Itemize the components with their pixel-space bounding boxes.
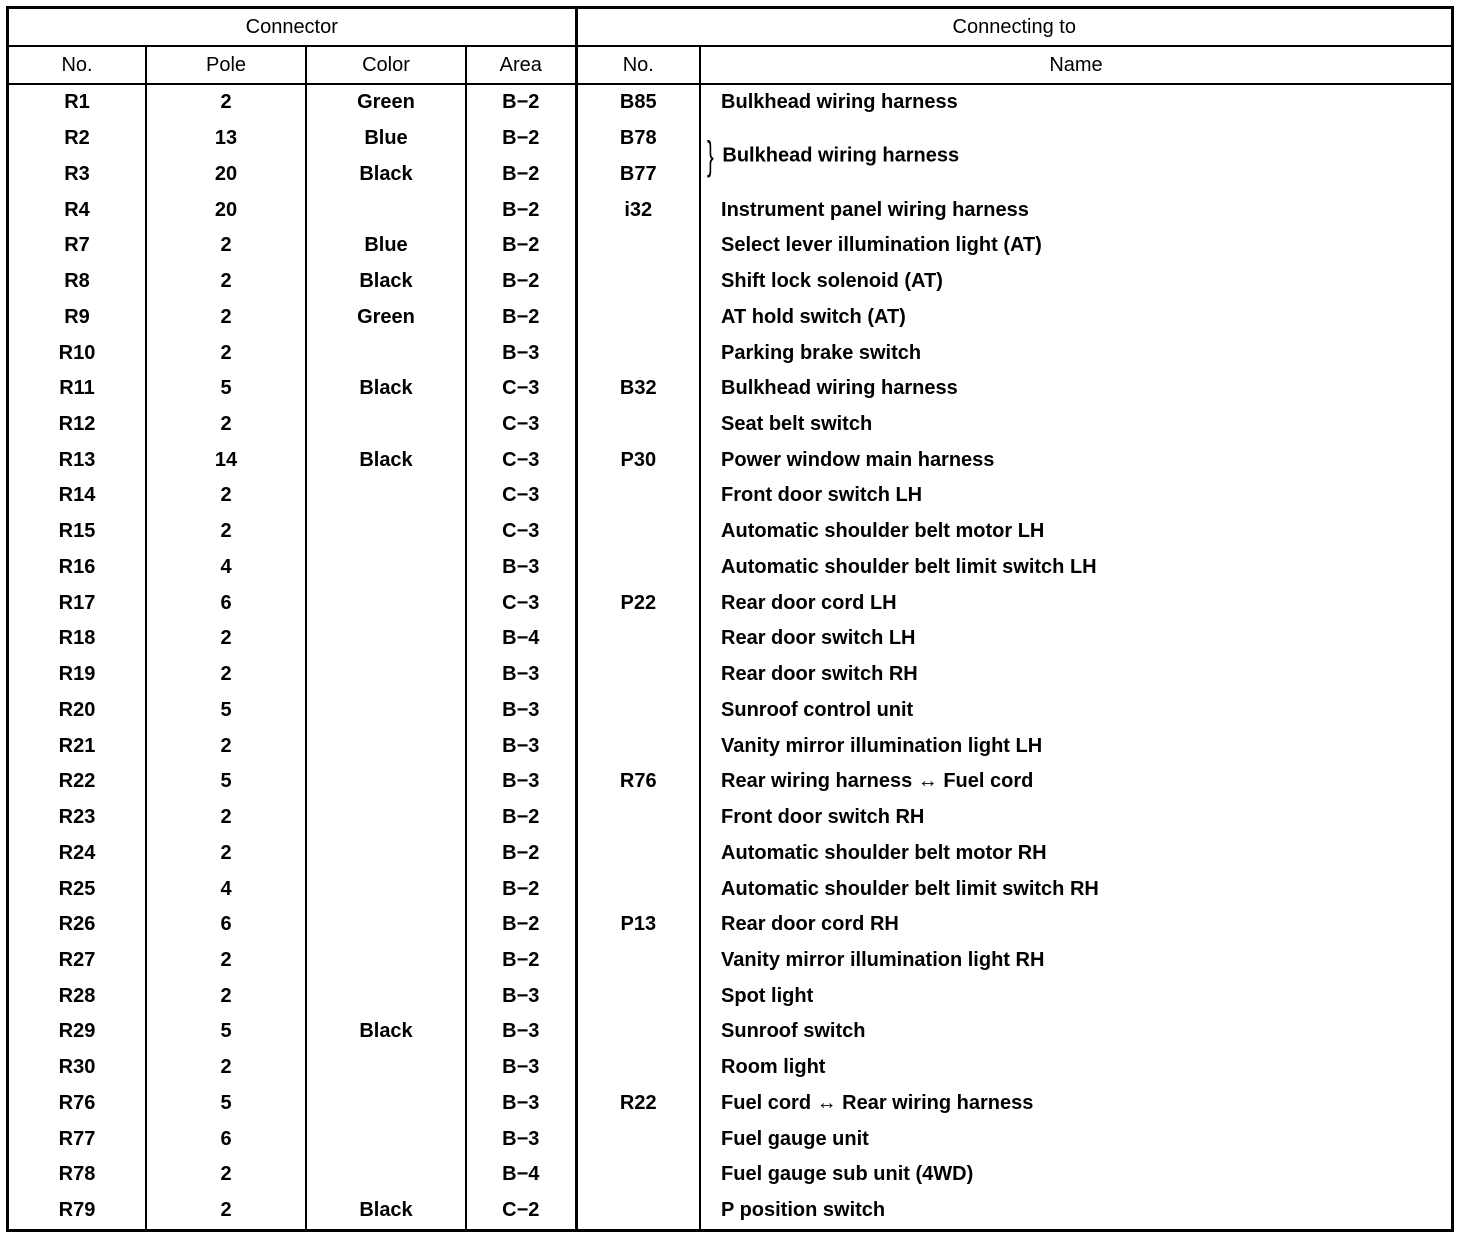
cell-area: B−3 bbox=[466, 657, 576, 693]
cell-color bbox=[306, 192, 466, 228]
cell-pole: 2 bbox=[146, 657, 306, 693]
cell-no: R28 bbox=[58, 984, 96, 1007]
table-row bbox=[9, 1121, 1451, 1157]
table-row bbox=[9, 121, 1451, 157]
cell-no: R20 bbox=[58, 698, 96, 721]
table-row bbox=[9, 228, 1451, 264]
cell-area: B−2 bbox=[466, 192, 576, 228]
cell-name: Power window main harness bbox=[700, 442, 1451, 478]
cell-pole: 2 bbox=[146, 264, 306, 300]
column-header-row bbox=[9, 46, 1451, 84]
cell-color: Black bbox=[306, 371, 466, 407]
cell-to-no bbox=[576, 835, 700, 871]
cell-no: R3 bbox=[64, 162, 90, 185]
cell-to-no: P13 bbox=[576, 907, 700, 943]
cell-color bbox=[306, 550, 466, 586]
table-row bbox=[9, 514, 1451, 550]
cell-no: R78 bbox=[58, 1163, 96, 1186]
cell-pole: 2 bbox=[146, 407, 306, 443]
cell-pole: 5 bbox=[146, 693, 306, 729]
cell-pole: 2 bbox=[146, 1193, 306, 1229]
cell-name: Rear door switch LH bbox=[700, 621, 1451, 657]
cell-pole: 2 bbox=[146, 228, 306, 264]
table-row bbox=[9, 335, 1451, 371]
cell-pole: 2 bbox=[146, 835, 306, 871]
cell-area: C−3 bbox=[466, 371, 576, 407]
col-header-pole: Pole bbox=[146, 46, 306, 84]
cell-area: B−3 bbox=[466, 728, 576, 764]
cell-to-no bbox=[576, 693, 700, 729]
table-row bbox=[9, 442, 1451, 478]
cell-no: R26 bbox=[58, 913, 96, 936]
cell-area: B−2 bbox=[466, 835, 576, 871]
table-row bbox=[9, 907, 1451, 943]
cell-no: R16 bbox=[58, 555, 96, 578]
cell-no: R23 bbox=[58, 806, 96, 829]
cell-no: R25 bbox=[58, 877, 96, 900]
cell-no: R29 bbox=[58, 1020, 96, 1043]
cell-name: Bulkhead wiring harness bbox=[700, 84, 1451, 121]
cell-pole: 13 bbox=[146, 121, 306, 157]
cell-pole: 20 bbox=[146, 156, 306, 192]
cell-pole: 5 bbox=[146, 371, 306, 407]
cell-no: R77 bbox=[58, 1127, 96, 1150]
cell-name: Fuel gauge sub unit (4WD) bbox=[700, 1157, 1451, 1193]
cell-name bbox=[700, 121, 1451, 192]
cell-name: Sunroof control unit bbox=[700, 693, 1451, 729]
cell-no: R12 bbox=[58, 412, 96, 435]
cell-to-no: R76 bbox=[576, 764, 700, 800]
cell-area: B−2 bbox=[466, 264, 576, 300]
table-row bbox=[9, 299, 1451, 335]
cell-area: B−2 bbox=[466, 800, 576, 836]
cell-no: R11 bbox=[59, 377, 95, 400]
cell-name: Bulkhead wiring harness bbox=[700, 371, 1451, 407]
cell-no: R17 bbox=[58, 591, 96, 614]
cell-pole: 6 bbox=[146, 585, 306, 621]
cell-name: Automatic shoulder belt motor RH bbox=[700, 835, 1451, 871]
cell-no: R15 bbox=[58, 520, 96, 543]
cell-color: Black bbox=[306, 1014, 466, 1050]
cell-no: R8 bbox=[64, 270, 90, 293]
cell-area: B−2 bbox=[466, 943, 576, 979]
cell-area: B−4 bbox=[466, 1157, 576, 1193]
table-row bbox=[9, 1014, 1451, 1050]
cell-pole: 2 bbox=[146, 84, 306, 121]
col-header-to-no: No. bbox=[576, 46, 700, 84]
cell-name: Rear door cord RH bbox=[700, 907, 1451, 943]
connecting-to-group-header: Connecting to bbox=[576, 9, 1451, 46]
cell-color: Blue bbox=[306, 121, 466, 157]
cell-no: R4 bbox=[64, 198, 90, 221]
cell-area: C−3 bbox=[466, 585, 576, 621]
cell-area: B−3 bbox=[466, 693, 576, 729]
brace-group-icon: } bbox=[707, 134, 714, 179]
cell-to-no: B78 bbox=[576, 121, 700, 157]
cell-pole: 2 bbox=[146, 514, 306, 550]
cell-pole: 2 bbox=[146, 478, 306, 514]
cell-name: Automatic shoulder belt limit switch RH bbox=[700, 871, 1451, 907]
table-row bbox=[9, 1157, 1451, 1193]
table-row bbox=[9, 943, 1451, 979]
table-row bbox=[9, 585, 1451, 621]
cell-no: R22 bbox=[58, 770, 96, 793]
cell-to-no bbox=[576, 478, 700, 514]
cell-to-no bbox=[576, 728, 700, 764]
cell-name: Parking brake switch bbox=[700, 335, 1451, 371]
cell-to-no bbox=[576, 1121, 700, 1157]
cell-to-no: B85 bbox=[576, 84, 700, 121]
cell-pole: 4 bbox=[146, 871, 306, 907]
cell-name: Automatic shoulder belt motor LH bbox=[700, 514, 1451, 550]
cell-color bbox=[306, 907, 466, 943]
table-row bbox=[9, 264, 1451, 300]
cell-color bbox=[306, 835, 466, 871]
merged-name-label: Bulkhead wiring harness bbox=[722, 144, 960, 167]
cell-pole: 2 bbox=[146, 621, 306, 657]
cell-to-no bbox=[576, 621, 700, 657]
table-row bbox=[9, 728, 1451, 764]
cell-name: Seat belt switch bbox=[700, 407, 1451, 443]
cell-name: P position switch bbox=[700, 1193, 1451, 1229]
table-row bbox=[9, 478, 1451, 514]
table-row bbox=[9, 835, 1451, 871]
cell-color bbox=[306, 335, 466, 371]
cell-name: Fuel gauge unit bbox=[700, 1121, 1451, 1157]
cell-area: B−2 bbox=[466, 156, 576, 192]
cell-no: R27 bbox=[58, 949, 96, 971]
cell-area: B−4 bbox=[466, 621, 576, 657]
cell-color bbox=[306, 764, 466, 800]
table-row bbox=[9, 1193, 1451, 1229]
cell-no: R7 bbox=[64, 234, 90, 257]
cell-color bbox=[306, 407, 466, 443]
cell-color bbox=[306, 871, 466, 907]
cell-pole: 2 bbox=[146, 978, 306, 1014]
cell-name: Spot light bbox=[700, 978, 1451, 1014]
col-header-area: Area bbox=[466, 46, 576, 84]
cell-name: Instrument panel wiring harness bbox=[700, 192, 1451, 228]
cell-color: Black bbox=[306, 1193, 466, 1229]
cell-to-no bbox=[576, 1157, 700, 1193]
cell-name: Automatic shoulder belt limit switch LH bbox=[700, 550, 1451, 586]
table-row bbox=[9, 407, 1451, 443]
cell-to-no: B32 bbox=[576, 371, 700, 407]
cell-area: B−2 bbox=[466, 84, 576, 121]
cell-color bbox=[306, 693, 466, 729]
cell-name: Rear wiring harness ↔ Fuel cord bbox=[700, 764, 1451, 800]
table-row bbox=[9, 800, 1451, 836]
cell-area: B−2 bbox=[466, 871, 576, 907]
cell-color: Black bbox=[306, 264, 466, 300]
cell-color bbox=[306, 1157, 466, 1193]
cell-to-no: P30 bbox=[576, 442, 700, 478]
cell-color bbox=[306, 657, 466, 693]
table-row bbox=[9, 371, 1451, 407]
connector-list-table bbox=[9, 9, 1451, 1229]
cell-area: C−3 bbox=[466, 514, 576, 550]
cell-name: Front door switch LH bbox=[700, 478, 1451, 514]
cell-pole: 2 bbox=[146, 299, 306, 335]
cell-pole: 6 bbox=[146, 1121, 306, 1157]
cell-name: Fuel cord ↔ Rear wiring harness bbox=[700, 1086, 1451, 1122]
cell-to-no: i32 bbox=[576, 192, 700, 228]
cell-no: R76 bbox=[58, 1091, 96, 1114]
cell-to-no bbox=[576, 943, 700, 979]
cell-color bbox=[306, 621, 466, 657]
cell-no: R24 bbox=[58, 841, 96, 864]
cell-no: R79 bbox=[58, 1199, 96, 1222]
cell-to-no bbox=[576, 978, 700, 1014]
cell-area: C−3 bbox=[466, 478, 576, 514]
cell-pole: 20 bbox=[146, 192, 306, 228]
table-row bbox=[9, 1050, 1451, 1086]
cell-area: B−2 bbox=[466, 299, 576, 335]
cell-name: AT hold switch (AT) bbox=[700, 299, 1451, 335]
connector-table bbox=[6, 6, 1454, 1232]
cell-color: Black bbox=[306, 442, 466, 478]
cell-no: R10 bbox=[58, 341, 96, 364]
cell-color bbox=[306, 478, 466, 514]
table-body bbox=[9, 84, 1451, 1229]
cell-name: Rear door switch RH bbox=[700, 657, 1451, 693]
cell-name: Select lever illumination light (AT) bbox=[700, 228, 1451, 264]
cell-name: Sunroof switch bbox=[700, 1014, 1451, 1050]
group-header-row bbox=[9, 9, 1451, 46]
cell-area: C−2 bbox=[466, 1193, 576, 1229]
cell-no: R21 bbox=[58, 734, 96, 757]
cell-pole: 5 bbox=[146, 764, 306, 800]
table-row bbox=[9, 84, 1451, 121]
cell-to-no bbox=[576, 228, 700, 264]
cell-to-no: B77 bbox=[576, 156, 700, 192]
cell-no: R9 bbox=[64, 305, 90, 328]
cell-area: B−3 bbox=[466, 978, 576, 1014]
col-header-name: Name bbox=[700, 46, 1451, 84]
cell-pole: 2 bbox=[146, 943, 306, 979]
cell-area: B−2 bbox=[466, 228, 576, 264]
cell-to-no bbox=[576, 264, 700, 300]
cell-pole: 4 bbox=[146, 550, 306, 586]
cell-to-no bbox=[576, 1193, 700, 1229]
cell-area: B−3 bbox=[466, 764, 576, 800]
cell-area: B−3 bbox=[466, 1086, 576, 1122]
cell-to-no: P22 bbox=[576, 585, 700, 621]
cell-to-no bbox=[576, 407, 700, 443]
cell-to-no bbox=[576, 1050, 700, 1086]
cell-area: B−3 bbox=[466, 1121, 576, 1157]
cell-pole: 2 bbox=[146, 335, 306, 371]
cell-no: R18 bbox=[58, 627, 96, 650]
cell-name: Vanity mirror illumination light LH bbox=[700, 728, 1451, 764]
cell-name: Shift lock solenoid (AT) bbox=[700, 264, 1451, 300]
cell-color: Green bbox=[306, 299, 466, 335]
cell-to-no bbox=[576, 550, 700, 586]
cell-no: R30 bbox=[58, 1056, 96, 1079]
cell-no: R19 bbox=[58, 663, 96, 686]
cell-pole: 5 bbox=[146, 1014, 306, 1050]
cell-to-no bbox=[576, 299, 700, 335]
cell-pole: 5 bbox=[146, 1086, 306, 1122]
table-row bbox=[9, 978, 1451, 1014]
table-row bbox=[9, 550, 1451, 586]
cell-name: Vanity mirror illumination light RH bbox=[700, 943, 1451, 979]
cell-to-no bbox=[576, 335, 700, 371]
cell-no: R1 bbox=[64, 91, 90, 114]
cell-color bbox=[306, 1121, 466, 1157]
table-row bbox=[9, 871, 1451, 907]
cell-pole: 2 bbox=[146, 728, 306, 764]
cell-pole: 14 bbox=[146, 442, 306, 478]
cell-color bbox=[306, 800, 466, 836]
table-row bbox=[9, 621, 1451, 657]
cell-no: R14 bbox=[58, 484, 96, 507]
cell-to-no: R22 bbox=[576, 1086, 700, 1122]
cell-area: B−3 bbox=[466, 1014, 576, 1050]
cell-name: Rear door cord LH bbox=[700, 585, 1451, 621]
cell-area: B−3 bbox=[466, 335, 576, 371]
table-row bbox=[9, 764, 1451, 800]
cell-no: R13 bbox=[58, 448, 96, 471]
cell-color bbox=[306, 728, 466, 764]
cell-name: Room light bbox=[700, 1050, 1451, 1086]
cell-color: Black bbox=[306, 156, 466, 192]
cell-area: C−3 bbox=[466, 442, 576, 478]
cell-area: B−2 bbox=[466, 121, 576, 157]
cell-color bbox=[306, 943, 466, 979]
table-row bbox=[9, 657, 1451, 693]
col-header-color: Color bbox=[306, 46, 466, 84]
cell-to-no bbox=[576, 657, 700, 693]
cell-area: B−3 bbox=[466, 550, 576, 586]
cell-pole: 6 bbox=[146, 907, 306, 943]
cell-color: Blue bbox=[306, 228, 466, 264]
connector-group-header: Connector bbox=[9, 9, 576, 46]
table-row bbox=[9, 693, 1451, 729]
cell-to-no bbox=[576, 514, 700, 550]
col-header-no: No. bbox=[9, 46, 146, 84]
cell-name: Front door switch RH bbox=[700, 800, 1451, 836]
cell-color bbox=[306, 1050, 466, 1086]
cell-area: C−3 bbox=[466, 407, 576, 443]
cell-color: Green bbox=[306, 84, 466, 121]
cell-area: B−2 bbox=[466, 907, 576, 943]
cell-color bbox=[306, 585, 466, 621]
cell-color bbox=[306, 978, 466, 1014]
cell-pole: 2 bbox=[146, 1050, 306, 1086]
table-row bbox=[9, 192, 1451, 228]
cell-pole: 2 bbox=[146, 1157, 306, 1193]
cell-color bbox=[306, 1086, 466, 1122]
cell-area: B−3 bbox=[466, 1050, 576, 1086]
cell-no: R2 bbox=[64, 127, 90, 150]
cell-to-no bbox=[576, 1014, 700, 1050]
cell-to-no bbox=[576, 871, 700, 907]
cell-pole: 2 bbox=[146, 800, 306, 836]
cell-to-no bbox=[576, 800, 700, 836]
table-row bbox=[9, 1086, 1451, 1122]
cell-color bbox=[306, 514, 466, 550]
